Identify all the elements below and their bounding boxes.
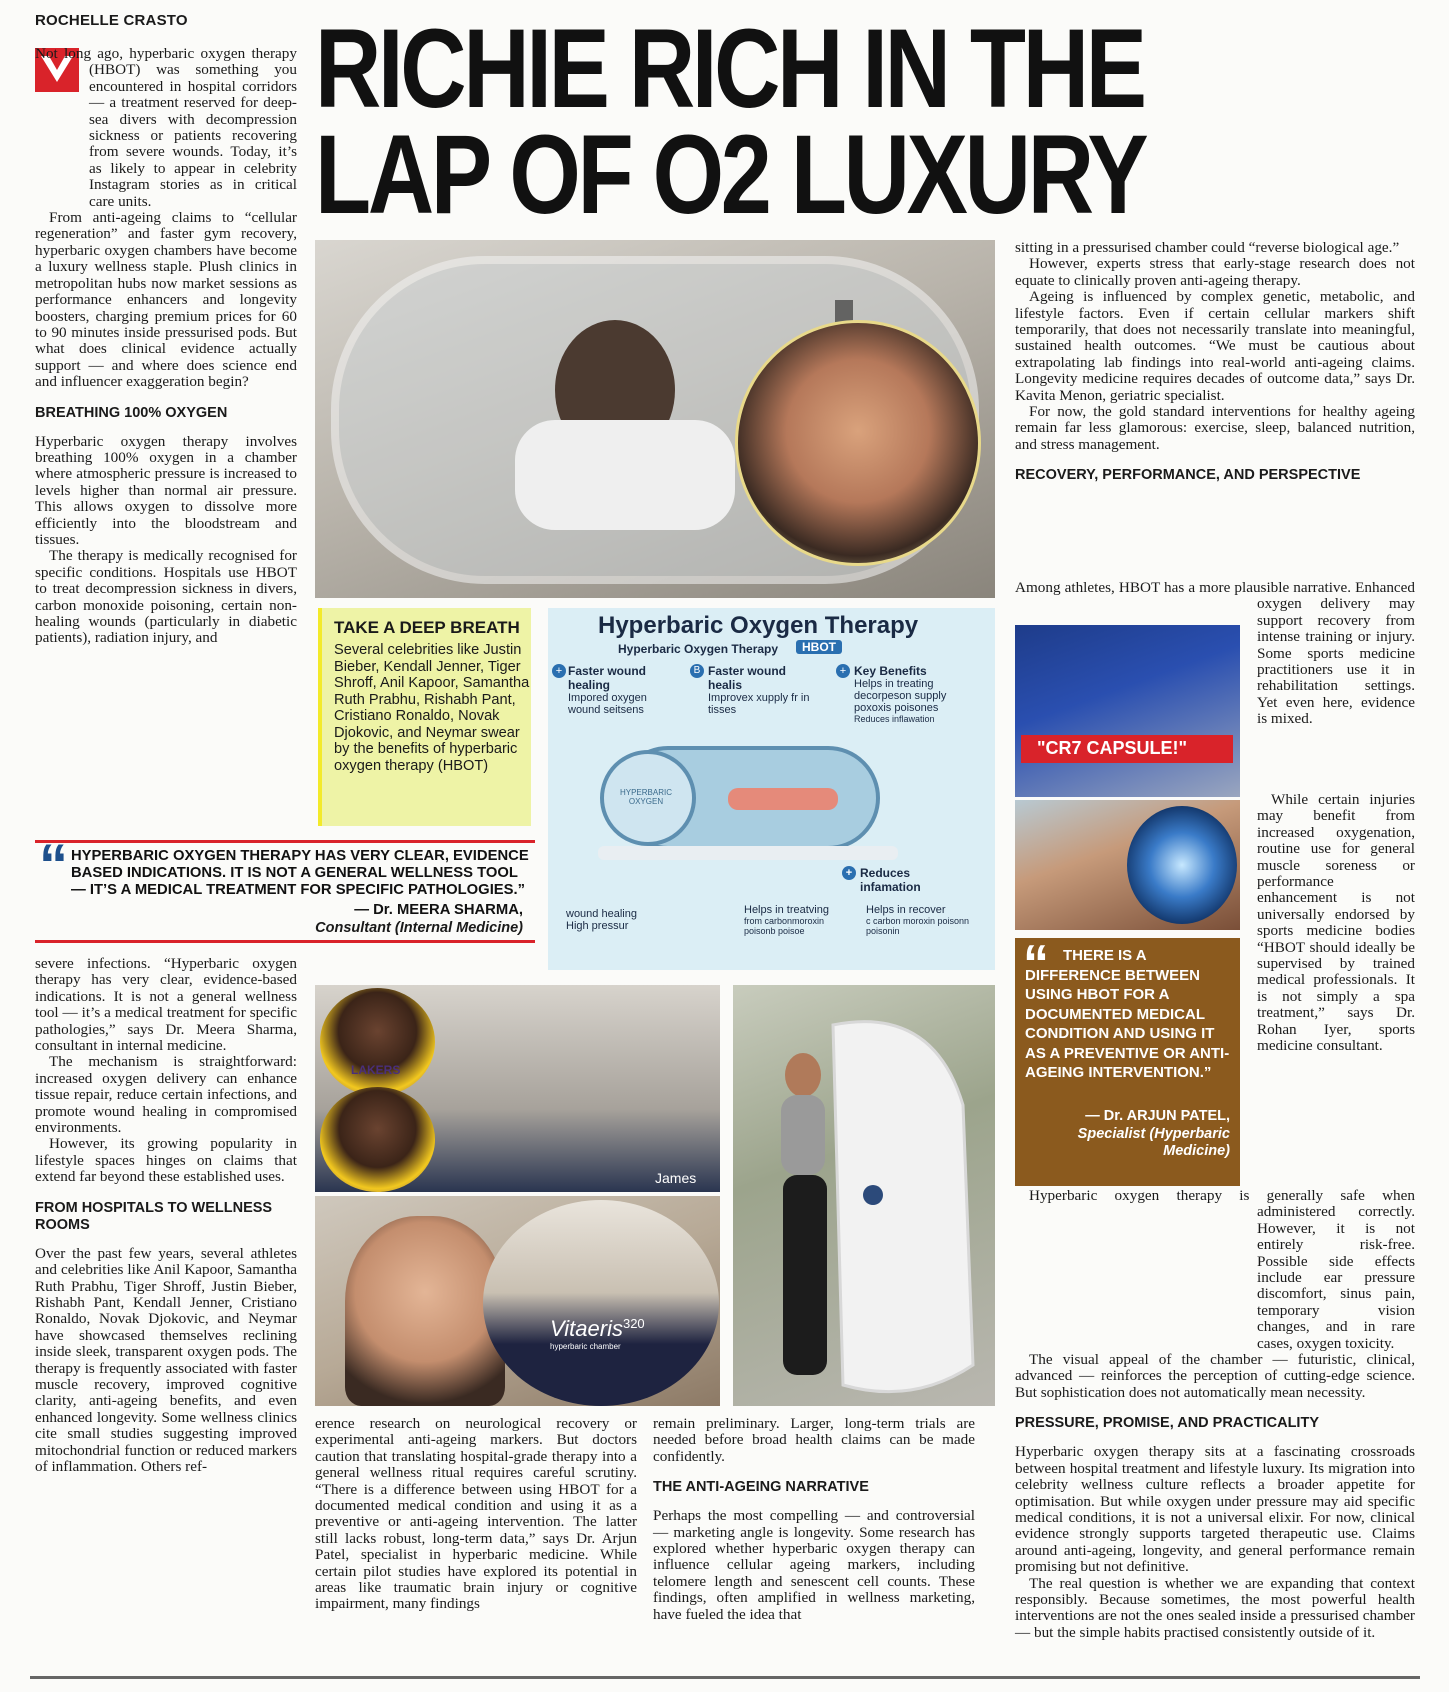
benefit-4-title: Reduces infamation: [860, 866, 921, 894]
lakers-text: LAKERS: [351, 1063, 401, 1077]
paragraph: The therapy is medically recognised for specific conditions. Hospitals use HBOT to treat decompression sickness in divers, carbon monoxide poisoning, certain non-healing wounds (particularly in diabetic patients), radiation injury, and: [35, 547, 297, 647]
pullquote-1-author: — Dr. MEERA SHARMA,: [354, 902, 523, 918]
athlete-inset-2: [320, 1087, 435, 1192]
column-4-top: [1015, 240, 1415, 496]
paragraph: Hyperbaric oxygen therapy sits at a fascinating crossroads between hospital treatment and lifestyle luxury. Its migration into celebrity wellness culture reflects a broader appetite for optimisation. But while oxygen under pressure may aid specific medical conditions, it is not a universal elixir. For now, clinical evidence strongly supports targeted therapeutic use. Claims around anti-ageing, longevity, and general performance remain promising but not definitive.: [1015, 1443, 1415, 1576]
photo-athletes-chamber: [315, 985, 720, 1192]
column-1-top: [35, 46, 297, 647]
sidebar-text: Several celebrities like Justin Bieber, Kendall Jenner, Tiger Shroff, Anil Kapoor, Samantha Ruth Prabhu, Rishabh Pant, Cristiano Ronaldo, Novak Djokovic, and Neymar swear by the benefits of hyperbaric oxygen therapy (HBOT): [334, 642, 530, 774]
paragraph: Among athletes, HBOT has a more plausible narrative. Enhanced oxygen delivery may support recovery from intense training or injury. Some sports medicine practitioners use it in rehabilitation settings. Yet even here, evidence is mixed.: [1015, 579, 1415, 728]
paragraph: From anti-ageing claims to “cellular regeneration” and faster gym recovery, hyperbaric oxygen chambers have become a luxury wellness staple. Plush clinics in metropolitan hubs now market sessions as performance enhancers and longevity boosters, charging premium prices for 60 to 90 minutes inside pressurised pods. But what does clinical evidence actually support — and where does science end and influencer exaggeration begin?: [35, 209, 297, 391]
subheading-anti-ageing: THE ANTI-AGEING NARRATIVE: [653, 1479, 869, 1496]
paragraph: Hyperbaric oxygen therapy is generally safe when administered correctly. However, it is not entirely risk-free. Possible side effects include ear pressure discomfort, sinus pain, temporary vision changes, and in rare cases, oxygen toxicity.: [1029, 1187, 1415, 1352]
pullquote-1: [35, 833, 535, 950]
paragraph: sitting in a pressurised chamber could “reverse biological age.”: [1015, 239, 1400, 256]
headline-line-1: RICHIE RICH IN THE: [315, 6, 1144, 131]
infographic-badge: HBOT: [796, 640, 842, 654]
headline-line-2: LAP OF O2 LUXURY: [315, 112, 1146, 237]
paragraph: Perhaps the most compelling — and controversial — marketing angle is longevity. Some research has explored whether hyperbaric oxygen therapy can influence cellular ageing markers, including telomere length and senescent cell counts. These findings, often amplified in wellness marketing, have fueled the idea that: [653, 1507, 975, 1623]
footer-benefit-1-text: High pressur: [566, 920, 629, 932]
footer-benefit-3-text: c carbon moroxin poisonn poisonin: [866, 916, 970, 936]
infographic-title: Hyperbaric Oxygen Therapy: [598, 612, 919, 639]
subheading-pressure: PRESSURE, PROMISE, AND PRACTICALITY: [1015, 1415, 1319, 1432]
footer-benefit-1-title: wound healing: [566, 908, 637, 920]
pullquote-2: [1015, 935, 1240, 1186]
paragraph: However, its growing popularity in lifestyle spaces hinges on claims that extend far beyond these established uses.: [35, 1135, 297, 1186]
benefit-1-title: Faster wound healing: [568, 664, 647, 692]
bottom-rule: [30, 1676, 1420, 1679]
pullquote-2-author: — Dr. ARJUN PATEL,: [1085, 1108, 1230, 1124]
james-text: James: [655, 1170, 697, 1186]
paragraph: The visual appeal of the chamber — futuristic, clinical, advanced — reinforces the perception of cutting-edge science. But sophistication does not automatically mean necessity.: [1015, 1351, 1415, 1401]
lead-paragraph: Not long ago, hyperbaric oxygen therapy (HBOT) was something you encountered in hospital corridors — a treatment reserved for deep-sea divers with decompression sickness or patients recovering from severe wounds. Today, it’s as likely to appear in celebrity Instagram stories as in critical care units.: [35, 45, 297, 210]
benefit-2: [693, 664, 818, 716]
paragraph: However, experts stress that early-stage research does not equate to clinically proven anti-ageing therapy.: [1015, 255, 1415, 289]
benefit-2-text: Improvex xupply fr in tisses: [708, 692, 810, 716]
quote-mark-icon: “: [39, 833, 68, 898]
column-4-bottom: [1015, 1188, 1415, 1641]
paragraph: erence research on neurological recovery or experimental anti-ageing markers. But doctors caution that translating hospital-grade therapy into a general wellness ritual requires careful scrutiny. “There is a difference between using HBOT for a documented medical condition and using it as a preventive or anti-ageing intervention. The latter still lacks robust, long-term data,” says Dr. Arjun Patel, specialist in hyperbaric medicine. While certain pilot studies have explored its potential in areas like traumatic brain injury or cognitive impairment, many findings: [315, 1415, 637, 1613]
photo-kendall-chamber: [315, 1196, 720, 1406]
paragraph: While certain injuries may benefit from increased oxygenation, routine use for general muscle soreness or performance enhancement is not universally endorsed by sports medicine bodies “HBOT should ideally be supervised by trained medical professionals. It is not simply a spa treatment,” says Dr. Rohan Iyer, sports medicine consultant.: [1257, 791, 1415, 1055]
subheading-hospitals: FROM HOSPITALS TO WELLNESS ROOMS: [35, 1199, 273, 1233]
paragraph: The mechanism is straightforward: increased oxygen delivery can enhance tissue repair, reduce certain infections, and promote wound healing in compromised environments.: [35, 1053, 297, 1137]
footer-benefit-2-text: from carbonmoroxin poisonb poisoe: [744, 916, 825, 936]
paragraph: severe infections. “Hyperbaric oxygen therapy has very clear, evidence-based indications. It is not a general wellness tool — it’s a medical treatment for specific pathologies,” says Dr. Meera Sharma, consultant in internal medicine.: [35, 955, 297, 1055]
footer-benefit-2-title: Helps in treatving: [744, 904, 829, 916]
paragraph: Over the past few years, several athletes and celebrities like Anil Kapoor, Samantha Ruth Prabhu, Tiger Shroff, Justin Bieber, Rishabh Pant, Kendall Jenner, Cristiano Ronaldo, Novak Djokovic, and Neymar have showcased themselves reclining inside sleek, transparent oxygen pods. The therapy is frequently associated with faster muscle recovery, improved cognitive clarity, anti-ageing benefits, and even enhanced longevity. Some wellness clinics cite small studies suggesting improved mitochondrial function or reduced markers of inflammation. Others ref-: [35, 1244, 297, 1475]
column-2-bottom: [315, 1416, 637, 1613]
benefit-1-text: Impored oxygen wound seitsens: [568, 692, 647, 716]
benefit-3-small: Reduces inflawation: [854, 714, 935, 724]
photo-cr7-capsule: [1015, 625, 1240, 797]
chamber-subtitle: hyperbaric chamber: [550, 1342, 621, 1351]
benefit-3: [839, 664, 984, 724]
pullquote-1-role: Consultant (Internal Medicine): [315, 920, 523, 936]
pullquote-2-role: Specialist (Hyperbaric Medicine): [1077, 1126, 1230, 1159]
sidebar-take-a-deep-breath: [318, 608, 531, 826]
footer-benefit-2: [744, 904, 854, 936]
pullquote-2-text: THERE IS A DIFFERENCE BETWEEN USING HBOT FOR A DOCUMENTED MEDICAL CONDITION AND USING IT AS A PREVENTIVE OR ANTI-AGEING INTERVENTION.”: [1025, 947, 1230, 1081]
benefit-3-title: Key Benefits: [854, 664, 927, 678]
chamber-label: HYPERBARIC OXYGEN: [619, 788, 672, 806]
infographic-hbot: [548, 608, 995, 970]
main-photo-oxygen-pod: [315, 240, 995, 598]
paragraph: The real question is whether we are expanding that context responsibly. Because sometimes, the most powerful health interventions are not the ones sealed inside a pressurised chamber — but the simple habits practised consistently outside of it.: [1015, 1574, 1415, 1641]
paragraph: For now, the gold standard interventions for healthy ageing remain far less glamorous: exercise, sleep, balanced nutrition, and stress management.: [1015, 403, 1415, 453]
headline: [315, 6, 1381, 237]
pullquote-1-text: HYPERBARIC OXYGEN THERAPY HAS VERY CLEAR, EVIDENCE BASED INDICATIONS. IT IS NOT A GENERAL WELLNESS TOOL — IT’S A MEDICAL TREATMENT FOR SPECIFIC PATHOLOGIES.”: [71, 848, 529, 898]
kendall-face: [345, 1216, 505, 1406]
benefit-1: [555, 664, 678, 716]
benefit-2-title: Faster wound healis: [708, 664, 787, 692]
column-3-bottom: [653, 1416, 975, 1623]
subheading-recovery: RECOVERY, PERFORMANCE, AND PERSPECTIVE: [1015, 467, 1361, 484]
chamber-brand-wrapper: [550, 1316, 645, 1351]
xray-inset: [1127, 806, 1237, 924]
chamber-model: 320: [622, 1316, 645, 1331]
benefit-3-text: Helps in treating decorpeson supply poxoxis poisones: [854, 678, 947, 714]
footer-benefit-3: [866, 904, 986, 936]
column-4-narrow-2: [1257, 792, 1415, 1055]
sidebar-title: TAKE A DEEP BREATH: [334, 618, 520, 637]
byline: ROCHELLE CRASTO: [35, 12, 188, 29]
portrait-inset: [735, 320, 981, 566]
paragraph: Hyperbaric oxygen therapy involves breathing 100% oxygen in a chamber where atmospheric pressure is increased to levels higher than normal air pressure. This allows oxygen to dissolve more efficiently into the bloodstream and tissues.: [35, 432, 297, 548]
footer-benefit-3-title: Helps in recover: [866, 904, 946, 916]
paragraph: Ageing is influenced by complex genetic, metabolic, and lifestyle factors. Even if certain cellular markers shift temporarily, that does not necessarily translate into meaningful, sustained health outcomes. “We must be cautious about extrapolating lab findings into real-world anti-ageing claims. Longevity medicine requires decades of outcome data,” says Dr. Kavita Menon, geriatric specialist.: [1015, 288, 1415, 404]
chamber-inset: [483, 1200, 719, 1406]
athlete-inset-1: [320, 988, 435, 1096]
plus-icon: +: [836, 664, 850, 678]
chamber-brand: Vitaeris: [550, 1316, 623, 1341]
photo-woman-pod: [733, 985, 995, 1406]
infographic-subtitle: Hyperbaric Oxygen Therapy: [618, 642, 779, 656]
cr7-caption: "CR7 CAPSULE!": [1037, 738, 1188, 758]
quote-mark-icon: “: [1023, 935, 1049, 993]
b-icon: B: [690, 664, 704, 678]
plus-icon: +: [552, 664, 566, 678]
benefit-4: [845, 866, 970, 894]
photo-cr7-athlete: [1015, 800, 1240, 930]
column-1-bottom: [35, 956, 297, 1475]
plus-icon: +: [842, 866, 856, 880]
subheading-breathing: BREATHING 100% OXYGEN: [35, 404, 228, 421]
paragraph: remain preliminary. Larger, long-term trials are needed before broad health claims can be made confidently.: [653, 1415, 975, 1465]
footer-benefit-1: [566, 908, 686, 932]
